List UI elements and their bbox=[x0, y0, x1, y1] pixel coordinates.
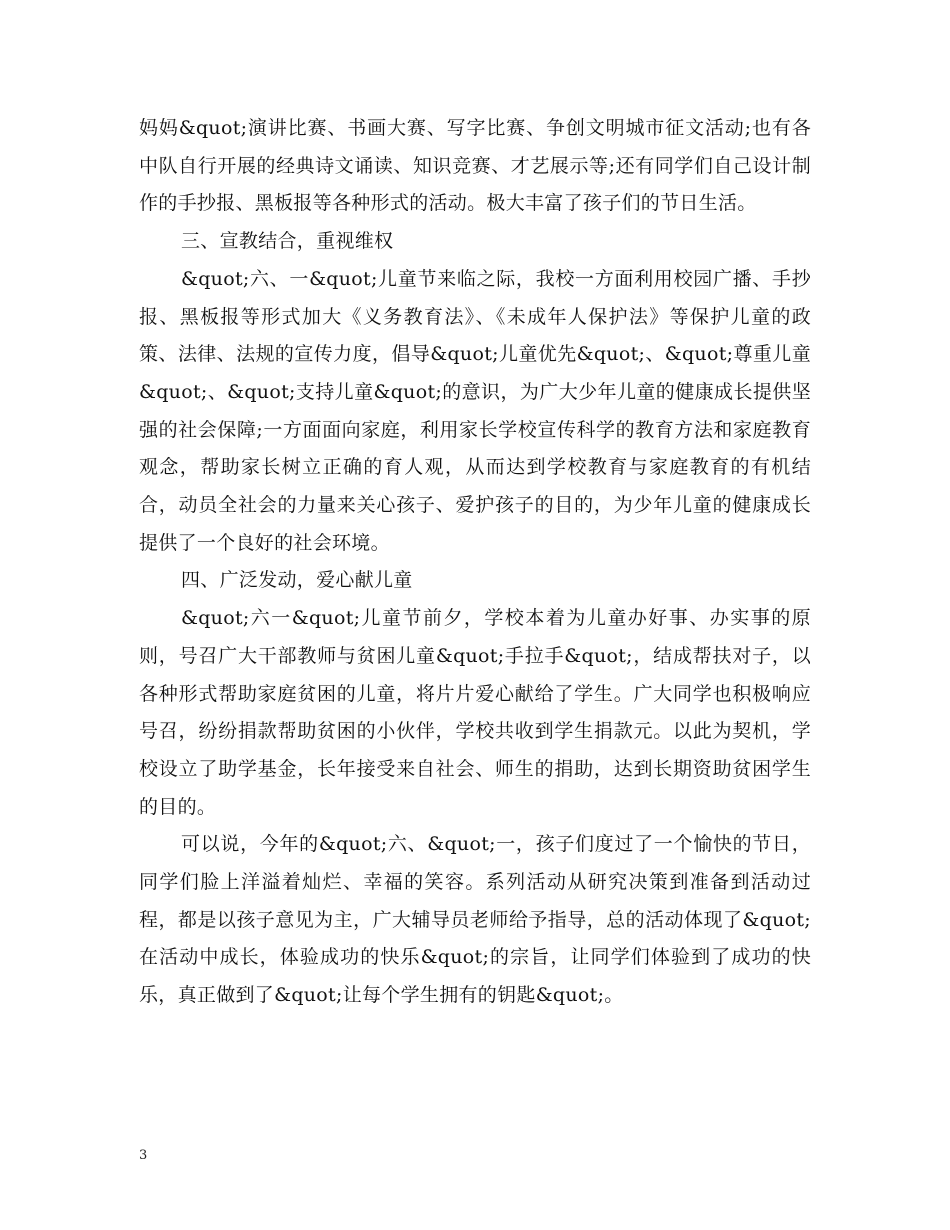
paragraph-charity: &quot;六一&quot;儿童节前夕，学校本着为儿童办好事、办实事的原则，号召广大干部教师与贫困儿童&quot;手拉手&quot;，结成帮扶对子，以各种形式帮助家庭贫困的儿童，将片片爱心献给了学生。广大同学也积极响应号召，纷纷捐款帮助贫困的小伙伴，学校共收到学生捐款元。以此为契机，学校设立了助学基金，长年接受来自社会、师生的捐助，达到长期资助贫困学生的目的。 bbox=[139, 607, 811, 818]
paragraph-conclusion: 可以说，今年的&quot;六、&quot;一，孩子们度过了一个愉快的节日，同学们脸上洋溢着灿烂、幸福的笑容。系列活动从研究决策到准备到活动过程，都是以孩子意见为主，广大辅导员老师给予指导，总的活动体现了&quot;在活动中成长，体验成功的快乐&quot;的宗旨，让同学们体验到了成功的快乐，真正做到了&quot;让每个学生拥有的钥匙&quot;。 bbox=[139, 833, 811, 1007]
page-number: 3 bbox=[139, 1148, 148, 1163]
paragraph-continuation: 妈妈&quot;演讲比赛、书画大赛、写字比赛、争创文明城市征文活动;也有各中队自行开展的经典诗文诵读、知识竞赛、才艺展示等;还有同学们自己设计制作的手抄报、黑板报等各种形式的活动。极大丰富了孩子们的节日生活。 bbox=[139, 117, 811, 215]
section-heading-4: 四、广泛发动，爱心献儿童 bbox=[181, 569, 413, 592]
section-heading-3: 三、宣教结合，重视维权 bbox=[181, 230, 394, 253]
document-body bbox=[139, 110, 811, 1015]
paragraph-rights-publicity: &quot;六、一&quot;儿童节来临之际，我校一方面利用校园广播、手抄报、黑板报等形式加大《义务教育法》、《未成年人保护法》等保护儿童的政策、法律、法规的宣传力度，倡导&quot;儿童优先&quot;、&quot;尊重儿童&quot;、&quot;支持儿童&quot;的意识，为广大少年儿童的健康成长提供坚强的社会保障;一方面面向家庭，利用家长学校宣传科学的教育方法和家庭教育观念，帮助家长树立正确的育人观，从而达到学校教育与家庭教育的有机结合，动员全社会的力量来关心孩子、爱护孩子的目的，为少年儿童的健康成长提供了一个良好的社会环境。 bbox=[139, 267, 811, 554]
